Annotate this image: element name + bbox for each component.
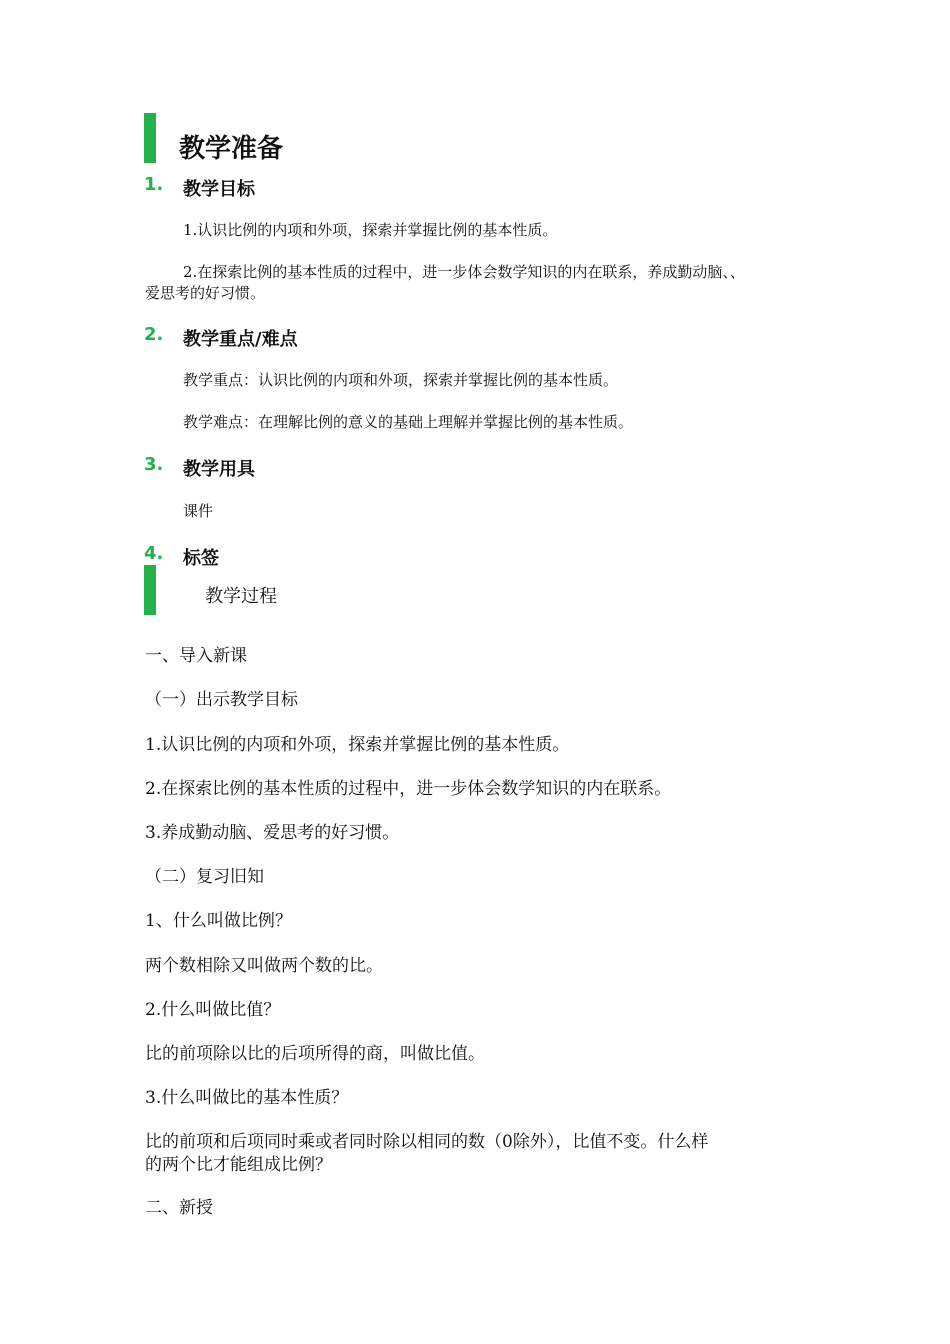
section-title-tags: 标签 <box>183 548 219 569</box>
goal-1: 1.认识比例的内项和外项，探索并掌握比例的基本性质。 <box>183 221 558 239</box>
process-line-8: 两个数相除又叫做两个数的比。 <box>145 956 383 976</box>
section-number-4: 4. <box>144 543 164 564</box>
process-line-1: 一、导入新课 <box>145 646 247 666</box>
process-line-6: （二）复习旧知 <box>145 867 264 887</box>
key-point: 教学重点：认识比例的内项和外项，探索并掌握比例的基本性质。 <box>183 371 619 389</box>
section-title-goals: 教学目标 <box>183 179 255 200</box>
section-number-2: 2. <box>144 324 164 345</box>
process-accent-bar <box>144 565 156 615</box>
section-number-3: 3. <box>144 454 164 475</box>
section-number-1: 1. <box>144 174 164 195</box>
process-line-7: 1、什么叫做比例？ <box>145 911 292 931</box>
title-accent-bar <box>144 113 156 163</box>
goal-2-line-1: 2.在探索比例的基本性质的过程中，进一步体会数学知识的内在联系，养成勤动脑、、 <box>183 263 745 281</box>
process-line-10: 比的前项除以比的后项所得的商，叫做比值。 <box>145 1044 485 1064</box>
page-title: 教学准备 <box>179 134 284 164</box>
section-title-key-points: 教学重点/难点 <box>183 329 298 350</box>
process-line-3: 1.认识比例的内项和外项，探索并掌握比例的基本性质。 <box>145 735 570 755</box>
goal-2-line-2: 爱思考的好习惯。 <box>145 284 266 302</box>
process-line-13: 的两个比才能组成比例？ <box>145 1155 332 1175</box>
process-line-9: 2.什么叫做比值？ <box>145 1000 281 1020</box>
section-title-tools: 教学用具 <box>183 459 255 480</box>
process-title: 教学过程 <box>205 586 277 607</box>
process-line-12: 比的前项和后项同时乘或者同时除以相同的数（0除外），比值不变。什么样 <box>145 1132 709 1152</box>
process-line-2: （一）出示教学目标 <box>145 690 298 710</box>
tools-value: 课件 <box>183 502 214 520</box>
process-line-11: 3.什么叫做比的基本性质？ <box>145 1088 349 1108</box>
process-line-5: 3.养成勤动脑、爱思考的好习惯。 <box>145 823 400 843</box>
process-line-14: 二、新授 <box>145 1198 213 1218</box>
difficulty-point: 教学难点：在理解比例的意义的基础上理解并掌握比例的基本性质。 <box>183 413 634 431</box>
process-line-4: 2.在探索比例的基本性质的过程中，进一步体会数学知识的内在联系。 <box>145 779 672 799</box>
